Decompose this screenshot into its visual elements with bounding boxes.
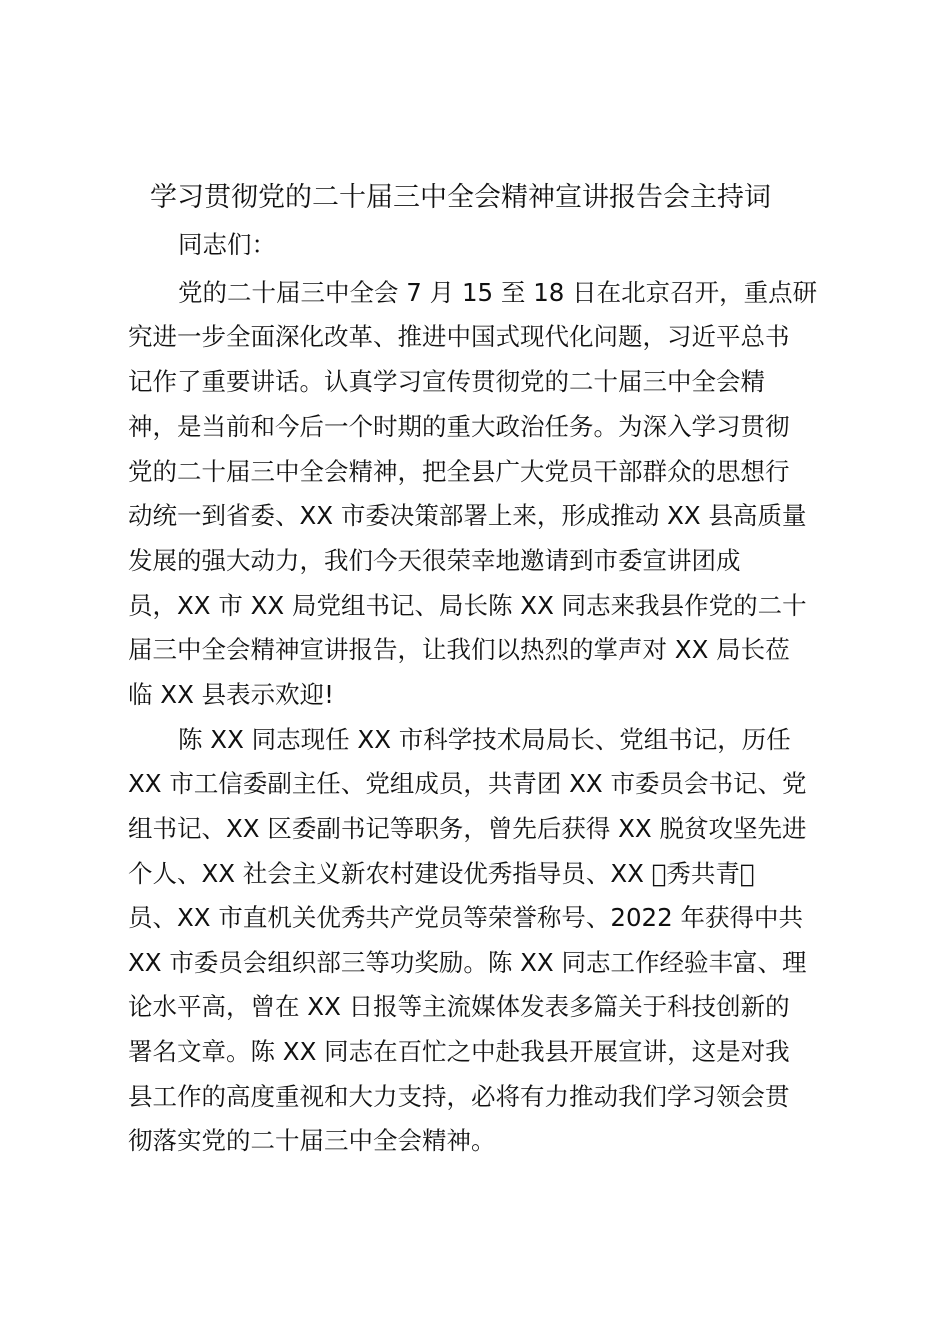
paragraph-1-line: 究进一步全面深化改革、推进中国式现代化问题，习近平总书 <box>128 322 790 351</box>
paragraph-1-line: 发展的强大动力，我们今天很荣幸地邀请到市委宣讲团成 <box>128 546 741 575</box>
paragraph-1-line: 党的二十届三中全会 7 月 15 至 18 日在北京召开，重点研 <box>178 278 818 307</box>
paragraph-1-line: 动统一到省委、XX 市委决策部署上来，形成推动 XX 县高质量 <box>128 501 807 530</box>
paragraph-2-line: 陈 XX 同志现任 XX 市科学技术局局长、党组书记，历任 <box>178 725 791 754</box>
paragraph-1-line: 员，XX 市 XX 局党组书记、局长陈 XX 同志来我县作党的二十 <box>128 591 807 620</box>
paragraph-2-line: 组书记、XX 区委副书记等职务，曾先后获得 XX 脱贫攻坚先进 <box>128 814 807 843</box>
document-title: 学习贯彻党的二十届三中全会精神宣讲报告会主持词 <box>150 182 771 213</box>
paragraph-2-line: XX 市委员会组织部三等功奖励。陈 XX 同志工作经验丰富、理 <box>128 948 807 977</box>
paragraph-2-line: 个人、XX 社会主义新农村建设优秀指导员、XX 􏰀秀共青􏰀 <box>128 859 755 888</box>
paragraph-1-line: 临 XX 县表示欢迎! <box>128 680 334 709</box>
paragraph-2-line: 署名文章。陈 XX 同志在百忙之中赴我县开展宣讲，这是对我 <box>128 1037 790 1066</box>
paragraph-1-line: 记作了重要讲话。认真学习宣传贯彻党的二十届三中全会精 <box>128 367 765 396</box>
paragraph-1-line: 届三中全会精神宣讲报告，让我们以热烈的掌声对 XX 局长莅 <box>128 635 790 664</box>
paragraph-1-line: 党的二十届三中全会精神，把全县广大党员干部群众的思想行 <box>128 457 790 486</box>
paragraph-2-line: 论水平高，曾在 XX 日报等主流媒体发表多篇关于科技创新的 <box>128 992 790 1021</box>
paragraph-2-line: 彻落实党的二十届三中全会精神。 <box>128 1126 496 1155</box>
paragraph-1-line: 神，是当前和今后一个时期的重大政治任务。为深入学习贯彻 <box>128 412 790 441</box>
paragraph-2-line: 县工作的高度重视和大力支持，必将有力推动我们学习领会贯 <box>128 1082 790 1111</box>
salutation: 同志们： <box>178 230 276 259</box>
paragraph-2-line: XX 市工信委副主任、党组成员，共青团 XX 市委员会书记、党 <box>128 769 807 798</box>
paragraph-2-line: 员、XX 市直机关优秀共产党员等荣誉称号、2022 年获得中共 <box>128 903 803 932</box>
